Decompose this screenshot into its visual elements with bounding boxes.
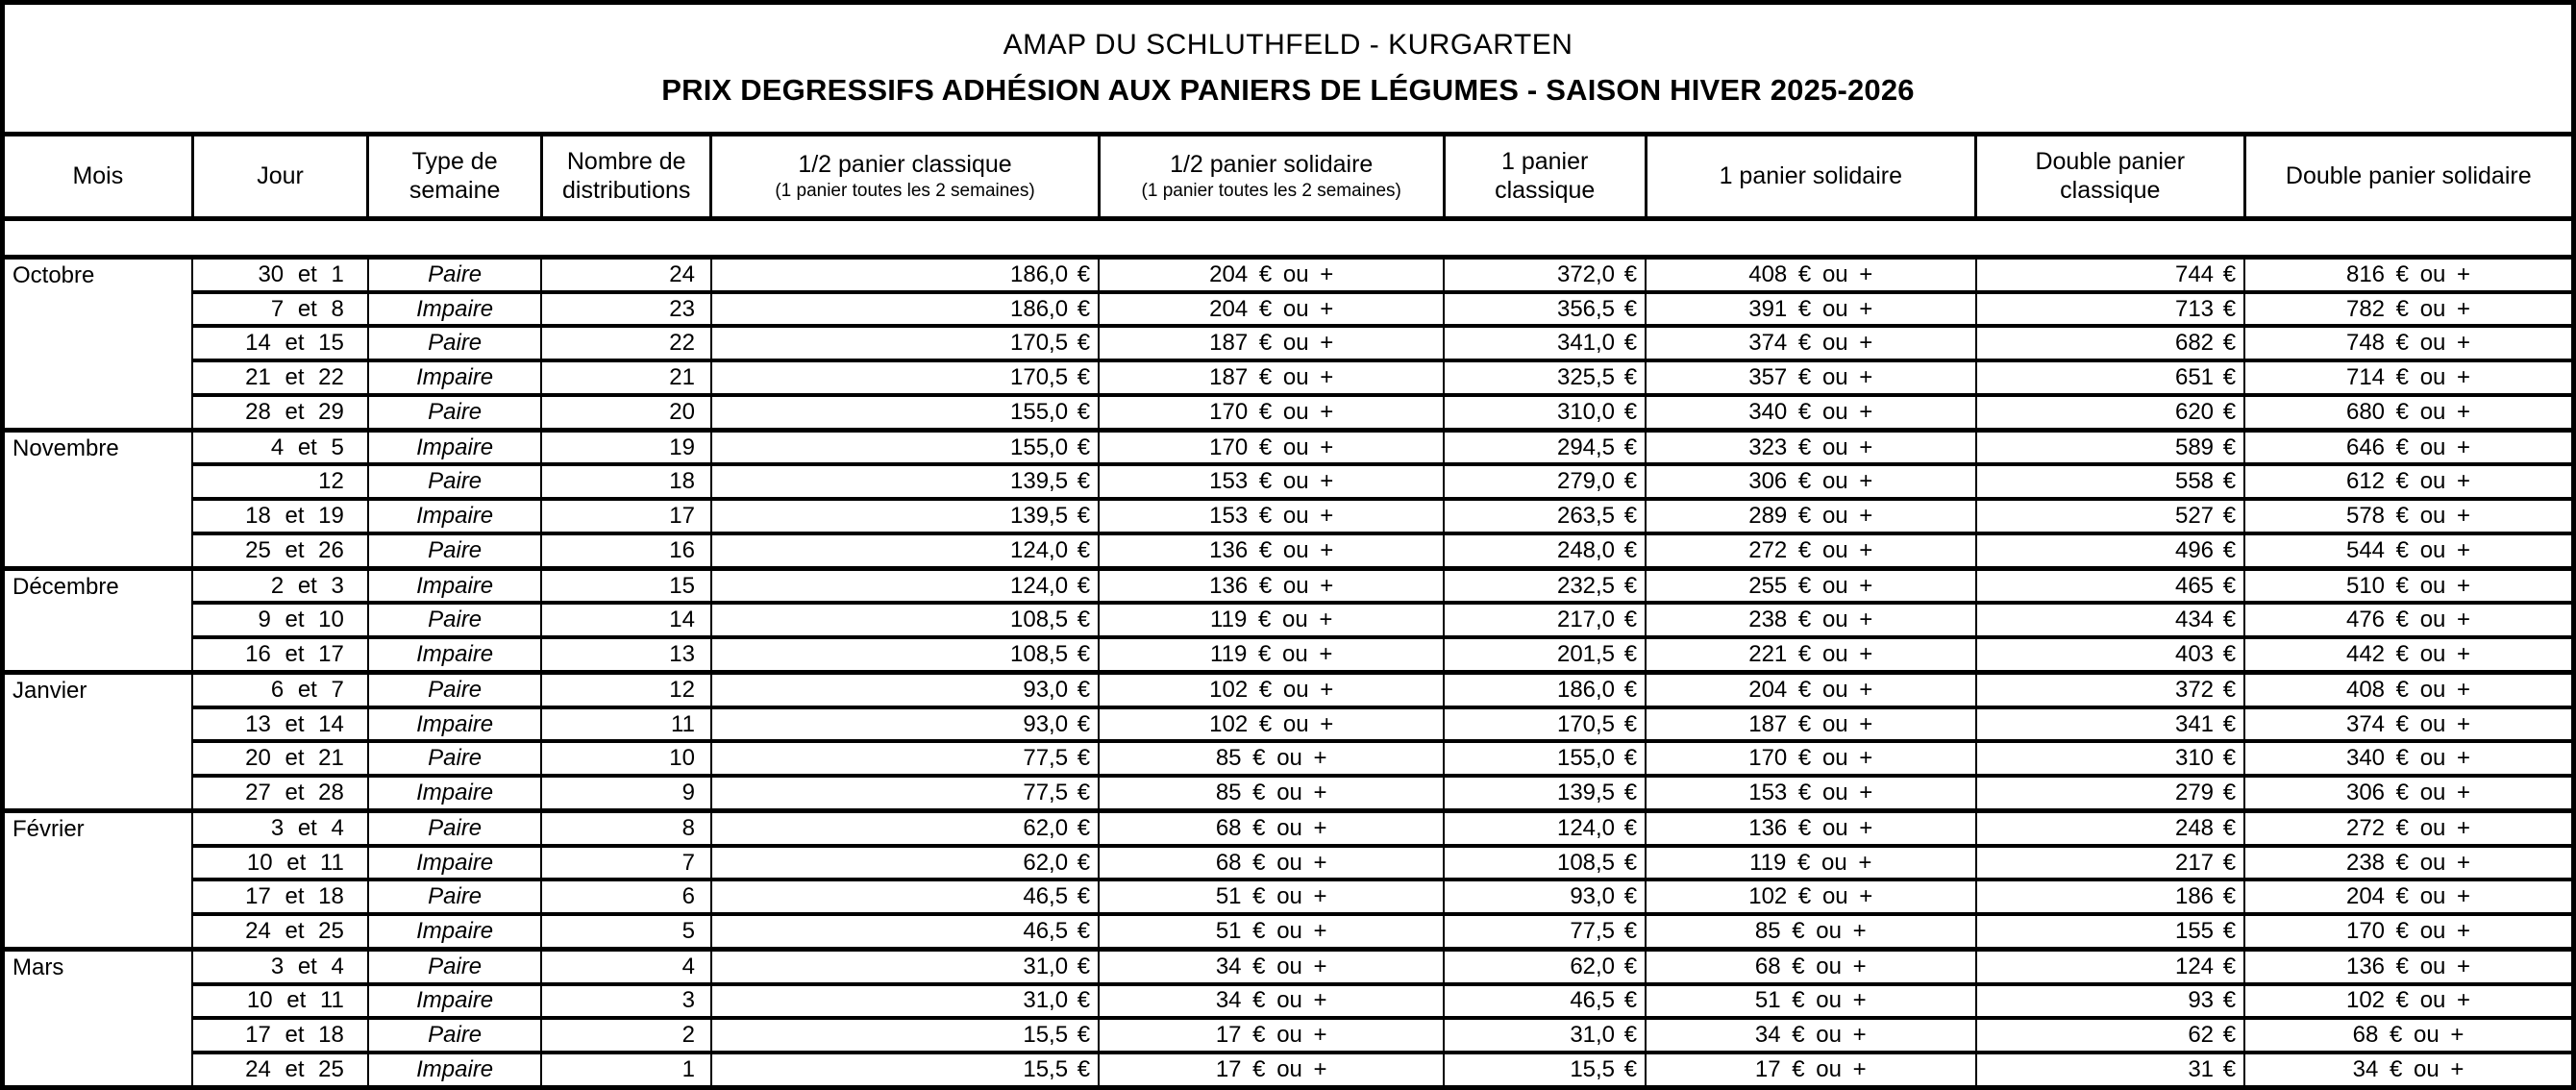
classic-price-cell: 186,0 € <box>1444 672 1646 706</box>
distributions-cell: 20 <box>541 395 711 430</box>
half-classic-price-cell: 139,5 € <box>711 464 1099 499</box>
day-cell: 30 et 1 <box>192 258 368 292</box>
classic-price-cell: 62,0 € <box>1444 949 1646 983</box>
double-solidarity-price-cell: 782 € ou + <box>2244 292 2573 327</box>
double-solidarity-price-cell: 374 € ou + <box>2244 707 2573 742</box>
double-classic-price-cell: 403 € <box>1976 637 2245 672</box>
solidarity-price-cell: 289 € ou + <box>1646 499 1975 533</box>
double-solidarity-price-cell: 34 € ou + <box>2244 1053 2573 1088</box>
col-header-double-solidarity: Double panier solidaire <box>2244 135 2573 219</box>
table-row <box>3 879 2574 914</box>
half-classic-price-cell: 62,0 € <box>711 810 1099 845</box>
double-classic-price-cell: 217 € <box>1976 846 2245 880</box>
classic-price-cell: 201,5 € <box>1444 637 1646 672</box>
classic-price-cell: 279,0 € <box>1444 464 1646 499</box>
day-cell: 21 et 22 <box>192 360 368 395</box>
week-type-cell: Impaire <box>368 292 542 327</box>
double-solidarity-price-cell: 306 € ou + <box>2244 776 2573 810</box>
classic-price-cell: 31,0 € <box>1444 1018 1646 1053</box>
solidarity-price-cell: 51 € ou + <box>1646 984 1975 1019</box>
distributions-cell: 7 <box>541 846 711 880</box>
col-header-double-classic: Double panier classique <box>1976 135 2245 219</box>
classic-price-cell: 93,0 € <box>1444 879 1646 914</box>
double-classic-price-cell: 558 € <box>1976 464 2245 499</box>
half-solidarity-price-cell: 136 € ou + <box>1099 533 1444 568</box>
half-solidarity-price-cell: 51 € ou + <box>1099 914 1444 949</box>
classic-price-cell: 232,5 € <box>1444 568 1646 603</box>
table-row <box>3 430 2574 464</box>
col-header-half-classic: 1/2 panier classique (1 panier toutes les 2 semaines) <box>711 135 1099 219</box>
table-row <box>3 776 2574 810</box>
distributions-cell: 12 <box>541 672 711 706</box>
table-row <box>3 846 2574 880</box>
week-type-cell: Impaire <box>368 499 542 533</box>
distributions-cell: 15 <box>541 568 711 603</box>
week-type-cell: Impaire <box>368 637 542 672</box>
half-classic-price-cell: 170,5 € <box>711 360 1099 395</box>
double-classic-price-cell: 124 € <box>1976 949 2245 983</box>
half-classic-price-cell: 186,0 € <box>711 292 1099 327</box>
classic-price-cell: 170,5 € <box>1444 707 1646 742</box>
half-solidarity-price-cell: 204 € ou + <box>1099 258 1444 292</box>
half-solidarity-price-cell: 170 € ou + <box>1099 430 1444 464</box>
half-solidarity-price-cell: 17 € ou + <box>1099 1053 1444 1088</box>
half-solidarity-price-cell: 153 € ou + <box>1099 499 1444 533</box>
solidarity-price-cell: 170 € ou + <box>1646 741 1975 776</box>
table-row <box>3 464 2574 499</box>
table-row <box>3 603 2574 637</box>
day-cell: 24 et 25 <box>192 914 368 949</box>
solidarity-price-cell: 272 € ou + <box>1646 533 1975 568</box>
week-type-cell: Impaire <box>368 984 542 1019</box>
double-solidarity-price-cell: 578 € ou + <box>2244 499 2573 533</box>
half-classic-price-cell: 46,5 € <box>711 879 1099 914</box>
distributions-cell: 16 <box>541 533 711 568</box>
double-classic-price-cell: 589 € <box>1976 430 2245 464</box>
week-type-cell: Paire <box>368 879 542 914</box>
table-row <box>3 810 2574 845</box>
double-solidarity-price-cell: 340 € ou + <box>2244 741 2573 776</box>
week-type-cell: Paire <box>368 810 542 845</box>
double-solidarity-price-cell: 102 € ou + <box>2244 984 2573 1019</box>
half-classic-price-cell: 108,5 € <box>711 637 1099 672</box>
double-classic-price-cell: 651 € <box>1976 360 2245 395</box>
week-type-cell: Impaire <box>368 914 542 949</box>
classic-price-cell: 356,5 € <box>1444 292 1646 327</box>
day-cell: 18 et 19 <box>192 499 368 533</box>
table-row <box>3 395 2574 430</box>
col-header-week-type: Type de semaine <box>368 135 542 219</box>
week-type-cell: Impaire <box>368 360 542 395</box>
double-solidarity-price-cell: 204 € ou + <box>2244 879 2573 914</box>
day-cell: 17 et 18 <box>192 879 368 914</box>
pricing-table <box>0 132 2576 1090</box>
classic-price-cell: 15,5 € <box>1444 1053 1646 1088</box>
half-classic-price-cell: 93,0 € <box>711 707 1099 742</box>
day-cell: 7 et 8 <box>192 292 368 327</box>
day-cell: 13 et 14 <box>192 707 368 742</box>
month-cell: Mars <box>3 949 193 1087</box>
spacer-row <box>3 219 2574 258</box>
solidarity-price-cell: 85 € ou + <box>1646 914 1975 949</box>
day-cell: 17 et 18 <box>192 1018 368 1053</box>
double-classic-price-cell: 372 € <box>1976 672 2245 706</box>
col-header-distributions: Nombre de distributions <box>541 135 711 219</box>
distributions-cell: 5 <box>541 914 711 949</box>
day-cell: 24 et 25 <box>192 1053 368 1088</box>
double-solidarity-price-cell: 646 € ou + <box>2244 430 2573 464</box>
day-cell: 27 et 28 <box>192 776 368 810</box>
half-classic-price-cell: 108,5 € <box>711 603 1099 637</box>
day-cell: 28 et 29 <box>192 395 368 430</box>
half-solidarity-price-cell: 17 € ou + <box>1099 1018 1444 1053</box>
double-classic-price-cell: 186 € <box>1976 879 2245 914</box>
half-solidarity-price-cell: 34 € ou + <box>1099 949 1444 983</box>
half-solidarity-price-cell: 34 € ou + <box>1099 984 1444 1019</box>
table-row <box>3 499 2574 533</box>
classic-price-cell: 325,5 € <box>1444 360 1646 395</box>
week-type-cell: Impaire <box>368 568 542 603</box>
half-solidarity-price-cell: 170 € ou + <box>1099 395 1444 430</box>
table-row <box>3 672 2574 706</box>
half-classic-price-cell: 31,0 € <box>711 984 1099 1019</box>
classic-price-cell: 294,5 € <box>1444 430 1646 464</box>
half-solidarity-price-cell: 102 € ou + <box>1099 707 1444 742</box>
distributions-cell: 22 <box>541 326 711 360</box>
solidarity-price-cell: 136 € ou + <box>1646 810 1975 845</box>
table-row <box>3 258 2574 292</box>
half-solidarity-price-cell: 187 € ou + <box>1099 326 1444 360</box>
col-header-half-solidarity-sub: (1 panier toutes les 2 semaines) <box>1141 181 1401 202</box>
col-header-day: Jour <box>192 135 368 219</box>
day-cell: 10 et 11 <box>192 846 368 880</box>
classic-price-cell: 217,0 € <box>1444 603 1646 637</box>
double-solidarity-price-cell: 612 € ou + <box>2244 464 2573 499</box>
day-cell: 2 et 3 <box>192 568 368 603</box>
title-block <box>0 0 2576 132</box>
half-classic-price-cell: 15,5 € <box>711 1053 1099 1088</box>
distributions-cell: 23 <box>541 292 711 327</box>
double-classic-price-cell: 310 € <box>1976 741 2245 776</box>
week-type-cell: Paire <box>368 326 542 360</box>
day-cell: 25 et 26 <box>192 533 368 568</box>
double-classic-price-cell: 341 € <box>1976 707 2245 742</box>
distributions-cell: 2 <box>541 1018 711 1053</box>
half-solidarity-price-cell: 51 € ou + <box>1099 879 1444 914</box>
week-type-cell: Paire <box>368 603 542 637</box>
page-title: PRIX DEGRESSIFS ADHÉSION AUX PANIERS DE LÉGUMES - SAISON HIVER 2025-2026 <box>661 73 1915 107</box>
distributions-cell: 24 <box>541 258 711 292</box>
classic-price-cell: 310,0 € <box>1444 395 1646 430</box>
half-classic-price-cell: 46,5 € <box>711 914 1099 949</box>
half-solidarity-price-cell: 153 € ou + <box>1099 464 1444 499</box>
solidarity-price-cell: 340 € ou + <box>1646 395 1975 430</box>
week-type-cell: Paire <box>368 258 542 292</box>
double-solidarity-price-cell: 136 € ou + <box>2244 949 2573 983</box>
day-cell: 10 et 11 <box>192 984 368 1019</box>
week-type-cell: Impaire <box>368 707 542 742</box>
spacer-cell <box>3 219 2574 258</box>
half-classic-price-cell: 93,0 € <box>711 672 1099 706</box>
double-classic-price-cell: 496 € <box>1976 533 2245 568</box>
double-solidarity-price-cell: 442 € ou + <box>2244 637 2573 672</box>
col-header-classic: 1 panier classique <box>1444 135 1646 219</box>
table-row <box>3 637 2574 672</box>
half-classic-price-cell: 77,5 € <box>711 776 1099 810</box>
distributions-cell: 11 <box>541 707 711 742</box>
half-classic-price-cell: 77,5 € <box>711 741 1099 776</box>
double-solidarity-price-cell: 272 € ou + <box>2244 810 2573 845</box>
classic-price-cell: 124,0 € <box>1444 810 1646 845</box>
double-classic-price-cell: 279 € <box>1976 776 2245 810</box>
half-classic-price-cell: 155,0 € <box>711 395 1099 430</box>
week-type-cell: Impaire <box>368 1053 542 1088</box>
day-cell: 3 et 4 <box>192 949 368 983</box>
week-type-cell: Paire <box>368 1018 542 1053</box>
double-classic-price-cell: 527 € <box>1976 499 2245 533</box>
half-classic-price-cell: 155,0 € <box>711 430 1099 464</box>
half-classic-price-cell: 62,0 € <box>711 846 1099 880</box>
day-cell: 6 et 7 <box>192 672 368 706</box>
solidarity-price-cell: 255 € ou + <box>1646 568 1975 603</box>
double-solidarity-price-cell: 680 € ou + <box>2244 395 2573 430</box>
distributions-cell: 6 <box>541 879 711 914</box>
week-type-cell: Paire <box>368 741 542 776</box>
distributions-cell: 10 <box>541 741 711 776</box>
double-classic-price-cell: 155 € <box>1976 914 2245 949</box>
table-row <box>3 914 2574 949</box>
col-header-half-solidarity: 1/2 panier solidaire (1 panier toutes les 2 semaines) <box>1099 135 1444 219</box>
classic-price-cell: 46,5 € <box>1444 984 1646 1019</box>
distributions-cell: 8 <box>541 810 711 845</box>
double-solidarity-price-cell: 238 € ou + <box>2244 846 2573 880</box>
col-header-half-classic-sub: (1 panier toutes les 2 semaines) <box>775 181 1035 202</box>
week-type-cell: Impaire <box>368 776 542 810</box>
half-solidarity-price-cell: 68 € ou + <box>1099 846 1444 880</box>
table-row <box>3 533 2574 568</box>
solidarity-price-cell: 119 € ou + <box>1646 846 1975 880</box>
solidarity-price-cell: 187 € ou + <box>1646 707 1975 742</box>
col-header-solidarity: 1 panier solidaire <box>1646 135 1975 219</box>
solidarity-price-cell: 306 € ou + <box>1646 464 1975 499</box>
month-cell: Février <box>3 810 193 949</box>
double-solidarity-price-cell: 408 € ou + <box>2244 672 2573 706</box>
classic-price-cell: 108,5 € <box>1444 846 1646 880</box>
distributions-cell: 3 <box>541 984 711 1019</box>
half-classic-price-cell: 139,5 € <box>711 499 1099 533</box>
classic-price-cell: 372,0 € <box>1444 258 1646 292</box>
table-row <box>3 326 2574 360</box>
day-cell: 14 et 15 <box>192 326 368 360</box>
table-row <box>3 949 2574 983</box>
org-title: AMAP DU SCHLUTHFELD - KURGARTEN <box>1003 29 1573 61</box>
double-classic-price-cell: 62 € <box>1976 1018 2245 1053</box>
distributions-cell: 17 <box>541 499 711 533</box>
distributions-cell: 13 <box>541 637 711 672</box>
half-solidarity-price-cell: 68 € ou + <box>1099 810 1444 845</box>
double-solidarity-price-cell: 544 € ou + <box>2244 533 2573 568</box>
solidarity-price-cell: 34 € ou + <box>1646 1018 1975 1053</box>
solidarity-price-cell: 17 € ou + <box>1646 1053 1975 1088</box>
week-type-cell: Paire <box>368 395 542 430</box>
double-solidarity-price-cell: 68 € ou + <box>2244 1018 2573 1053</box>
solidarity-price-cell: 408 € ou + <box>1646 258 1975 292</box>
half-solidarity-price-cell: 187 € ou + <box>1099 360 1444 395</box>
double-solidarity-price-cell: 816 € ou + <box>2244 258 2573 292</box>
double-solidarity-price-cell: 714 € ou + <box>2244 360 2573 395</box>
classic-price-cell: 263,5 € <box>1444 499 1646 533</box>
day-cell: 9 et 10 <box>192 603 368 637</box>
week-type-cell: Paire <box>368 533 542 568</box>
classic-price-cell: 248,0 € <box>1444 533 1646 568</box>
solidarity-price-cell: 68 € ou + <box>1646 949 1975 983</box>
distributions-cell: 4 <box>541 949 711 983</box>
half-classic-price-cell: 15,5 € <box>711 1018 1099 1053</box>
double-classic-price-cell: 620 € <box>1976 395 2245 430</box>
classic-price-cell: 77,5 € <box>1444 914 1646 949</box>
half-classic-price-cell: 124,0 € <box>711 568 1099 603</box>
table-row <box>3 1053 2574 1088</box>
double-classic-price-cell: 93 € <box>1976 984 2245 1019</box>
solidarity-price-cell: 153 € ou + <box>1646 776 1975 810</box>
double-classic-price-cell: 465 € <box>1976 568 2245 603</box>
day-cell: 20 et 21 <box>192 741 368 776</box>
half-solidarity-price-cell: 136 € ou + <box>1099 568 1444 603</box>
half-classic-price-cell: 31,0 € <box>711 949 1099 983</box>
distributions-cell: 18 <box>541 464 711 499</box>
day-cell: 4 et 5 <box>192 430 368 464</box>
double-classic-price-cell: 713 € <box>1976 292 2245 327</box>
week-type-cell: Paire <box>368 464 542 499</box>
month-cell: Janvier <box>3 672 193 810</box>
solidarity-price-cell: 323 € ou + <box>1646 430 1975 464</box>
double-solidarity-price-cell: 170 € ou + <box>2244 914 2573 949</box>
month-cell: Novembre <box>3 430 193 568</box>
header-row <box>3 135 2574 219</box>
day-cell: 12 <box>192 464 368 499</box>
half-solidarity-price-cell: 119 € ou + <box>1099 637 1444 672</box>
table-row <box>3 1018 2574 1053</box>
solidarity-price-cell: 102 € ou + <box>1646 879 1975 914</box>
col-header-month: Mois <box>3 135 193 219</box>
classic-price-cell: 139,5 € <box>1444 776 1646 810</box>
half-classic-price-cell: 170,5 € <box>711 326 1099 360</box>
distributions-cell: 19 <box>541 430 711 464</box>
solidarity-price-cell: 391 € ou + <box>1646 292 1975 327</box>
table-body <box>3 219 2574 1088</box>
distributions-cell: 1 <box>541 1053 711 1088</box>
half-classic-price-cell: 124,0 € <box>711 533 1099 568</box>
month-cell: Octobre <box>3 258 193 431</box>
half-classic-price-cell: 186,0 € <box>711 258 1099 292</box>
half-solidarity-price-cell: 204 € ou + <box>1099 292 1444 327</box>
solidarity-price-cell: 357 € ou + <box>1646 360 1975 395</box>
table-row <box>3 741 2574 776</box>
solidarity-price-cell: 238 € ou + <box>1646 603 1975 637</box>
double-solidarity-price-cell: 476 € ou + <box>2244 603 2573 637</box>
distributions-cell: 14 <box>541 603 711 637</box>
week-type-cell: Impaire <box>368 430 542 464</box>
table-row <box>3 360 2574 395</box>
solidarity-price-cell: 374 € ou + <box>1646 326 1975 360</box>
double-solidarity-price-cell: 510 € ou + <box>2244 568 2573 603</box>
distributions-cell: 21 <box>541 360 711 395</box>
table-row <box>3 984 2574 1019</box>
double-classic-price-cell: 744 € <box>1976 258 2245 292</box>
half-solidarity-price-cell: 85 € ou + <box>1099 741 1444 776</box>
solidarity-price-cell: 221 € ou + <box>1646 637 1975 672</box>
table-row <box>3 292 2574 327</box>
table-row <box>3 707 2574 742</box>
week-type-cell: Paire <box>368 672 542 706</box>
double-classic-price-cell: 248 € <box>1976 810 2245 845</box>
double-solidarity-price-cell: 748 € ou + <box>2244 326 2573 360</box>
day-cell: 3 et 4 <box>192 810 368 845</box>
half-solidarity-price-cell: 119 € ou + <box>1099 603 1444 637</box>
month-cell: Décembre <box>3 568 193 672</box>
double-classic-price-cell: 434 € <box>1976 603 2245 637</box>
solidarity-price-cell: 204 € ou + <box>1646 672 1975 706</box>
classic-price-cell: 341,0 € <box>1444 326 1646 360</box>
table-row <box>3 568 2574 603</box>
day-cell: 16 et 17 <box>192 637 368 672</box>
week-type-cell: Paire <box>368 949 542 983</box>
double-classic-price-cell: 31 € <box>1976 1053 2245 1088</box>
week-type-cell: Impaire <box>368 846 542 880</box>
half-solidarity-price-cell: 85 € ou + <box>1099 776 1444 810</box>
distributions-cell: 9 <box>541 776 711 810</box>
classic-price-cell: 155,0 € <box>1444 741 1646 776</box>
half-solidarity-price-cell: 102 € ou + <box>1099 672 1444 706</box>
double-classic-price-cell: 682 € <box>1976 326 2245 360</box>
